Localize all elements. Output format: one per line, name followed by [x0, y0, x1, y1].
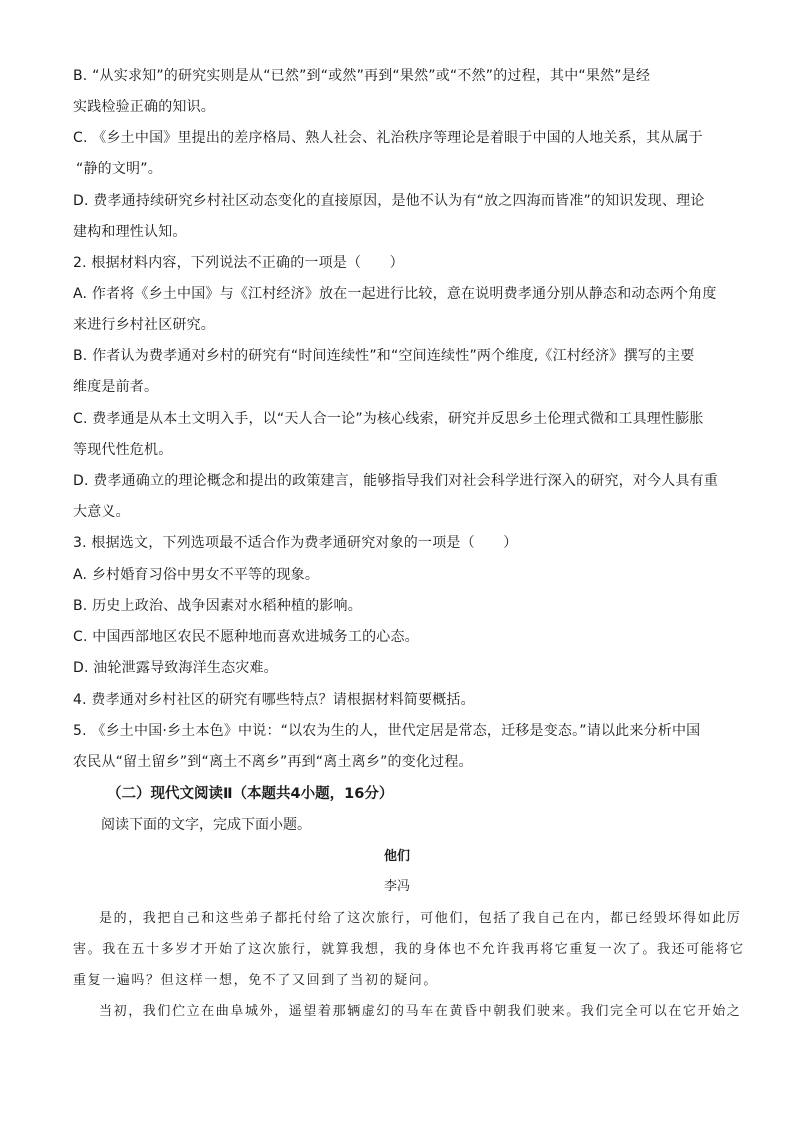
option-c-line-1: C. 《乡土中国》里提出的差序格局、熟人社会、礼治秩序等理论是着眼于中国的人地关系，其从属于	[73, 130, 703, 146]
question-4: 4. 费孝通对乡村社区的研究有哪些特点？请根据材料简要概括。	[73, 692, 475, 708]
question-3-stem: 3. 根据选文，下列选项最不适合作为费孝通研究对象的一项是（ ）	[73, 535, 518, 551]
q2-option-c-line-2: 等现代性危机。	[73, 442, 173, 458]
story-paragraph-2-line-1: 当初，我们伫立在曲阜城外，遥望着那辆虚幻的马车在黄昏中朝我们驶来。我们完全可以在它开始之	[99, 1004, 742, 1019]
option-b-line-1: B. “从实求知”的研究实则是从“已然”到“或然”再到“果然”或“不然”的过程，其中“果然”是经	[73, 68, 651, 84]
reading-instruction: 阅读下面的文字，完成下面小题。	[101, 817, 311, 833]
story-paragraph-1-line-2: 害。我在五十多岁才开始了这次旅行，就算我想，我的身体也不允许我再将它重复一次了。我还可能将它	[73, 942, 745, 957]
q2-option-d-line-2: 大意义。	[73, 504, 130, 520]
story-author: 李冯	[383, 879, 410, 894]
q2-option-d-line-1: D. 费孝通确立的理论概念和提出的政策建言，能够指导我们对社会科学进行深入的研究，对今人具有重	[73, 473, 719, 489]
question-2-stem: 2. 根据材料内容，下列说法不正确的一项是（ ）	[73, 255, 404, 271]
q2-option-a-line-1: A. 作者将《乡土中国》与《江村经济》放在一起进行比较，意在说明费孝通分别从静态和动态两个角度	[73, 286, 717, 302]
option-d-line-1: D. 费孝通持续研究乡村社区动态变化的直接原因，是他不认为有“放之四海而皆准”的知识发现、理论	[73, 193, 705, 209]
option-c-line-2: “静的文明”。	[76, 161, 162, 177]
story-title: 他们	[383, 849, 410, 864]
q3-option-d: D. 油轮泄露导致海洋生态灾难。	[73, 660, 278, 676]
q2-option-b-line-2: 维度是前者。	[73, 379, 159, 395]
q3-option-c: C. 中国西部地区农民不愿种地而喜欢进城务工的心态。	[73, 629, 419, 645]
q3-option-a: A. 乡村婚育习俗中男女不平等的现象。	[73, 567, 320, 583]
story-paragraph-1-line-1: 是的，我把自己和这些弟子都托付给了这次旅行，可他们，包括了我自己在内，都已经毁坏得如此厉	[99, 911, 742, 926]
q3-option-b: B. 历史上政治、战争因素对水稻种植的影响。	[73, 598, 362, 614]
q2-option-c-line-1: C. 费孝通是从本土文明入手，以“天人合一论”为核心线索，研究并反思乡土伦理式微和工具理性膨胀	[73, 411, 704, 427]
section-heading: （二）现代文阅读Ⅱ（本题共4小题，16分）	[107, 786, 394, 802]
question-5-line-2: 农民从“留土留乡”到“离土不离乡”再到“离土离乡”的变化过程。	[73, 754, 473, 770]
question-5-line-1: 5. 《乡土中国·乡土本色》中说：“以农为生的人，世代定居是常态，迁移是变态。”请以此来分析中国	[73, 723, 701, 739]
option-b-line-2: 实践检验正确的知识。	[73, 99, 215, 115]
q2-option-b-line-1: B. 作者认为费孝通对乡村的研究有“时间连续性”和“空间连续性”两个维度,《江村经济》撰写的主要	[73, 348, 695, 364]
story-paragraph-1-line-3: 重复一遍吗？但这样一想，免不了又回到了当初的疑问。	[73, 973, 439, 988]
option-d-line-2: 建构和理性认知。	[73, 224, 187, 240]
q2-option-a-line-2: 来进行乡村社区研究。	[73, 317, 215, 333]
